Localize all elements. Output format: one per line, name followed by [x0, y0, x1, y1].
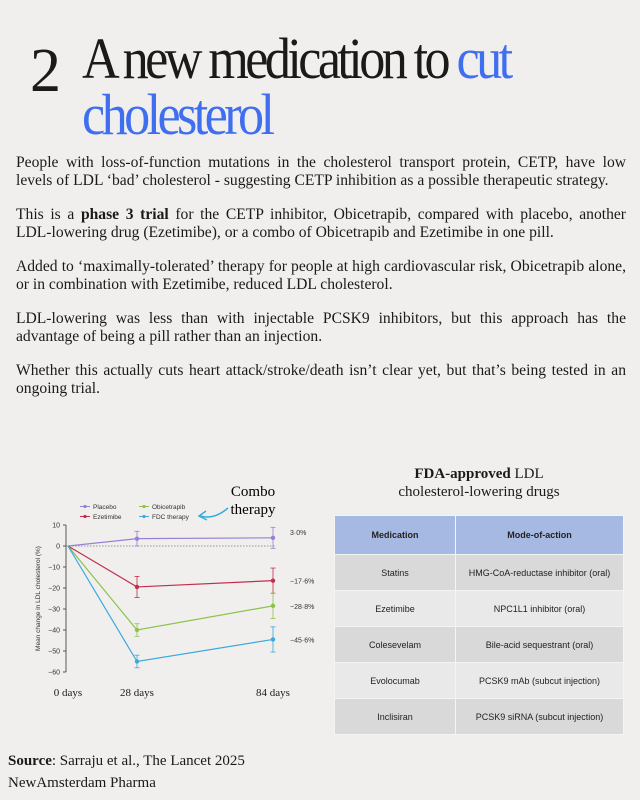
point-marker [135, 628, 139, 632]
cell-mode: HMG-CoA-reductase inhibitor (oral) [456, 555, 624, 591]
data-point [271, 627, 276, 652]
header-medication: Medication [335, 516, 456, 555]
x-tick-label: 84 days [256, 687, 290, 699]
page-title-line2: cholesterol [82, 82, 272, 147]
series-line-obicetrapib [68, 546, 273, 630]
y-axis-label: Mean change in LDL cholesterol (%) [35, 546, 42, 651]
series-line-ezetimibe [68, 546, 273, 587]
point-marker [135, 536, 139, 540]
p2-end: for the CETP inhibitor, Obicetrapib, compared with placebo, another LDL-lowering drug (Ezetimibe), or a combo of Obicetrapib and Ezetimibe in one pill. [16, 206, 626, 241]
footer [8, 750, 245, 794]
p2-start: This is a [16, 206, 81, 223]
end-value-label: −17·6% [290, 578, 315, 586]
y-tick-label: 10 [52, 522, 60, 530]
table-title [334, 465, 624, 501]
series-line-placebo [68, 538, 273, 546]
legend-label: Ezetimibe [93, 514, 122, 521]
chart-legend [80, 504, 190, 521]
table-title-line2: cholesterol-lowering drugs [398, 484, 560, 500]
ldl-chart [0, 478, 330, 728]
data-point [271, 527, 276, 548]
cell-medication: Colesevelam [335, 627, 456, 663]
annotation-line2: therapy [230, 502, 276, 518]
data-point [271, 568, 276, 593]
point-marker [271, 578, 275, 582]
point-marker [271, 637, 275, 641]
legend-label: Placebo [93, 504, 117, 511]
title-accent: cut [456, 26, 510, 91]
point-marker [271, 536, 275, 540]
page-title-line1 [82, 26, 510, 91]
section-number: 2 [30, 37, 61, 105]
legend-marker [83, 515, 86, 518]
p2-bold: phase 3 trial [80, 206, 169, 223]
cell-medication: Inclisiran [335, 699, 456, 735]
cell-mode: PCSK9 mAb (subcut injection) [456, 663, 624, 699]
paragraph-4: LDL-lowering was less than with injectable PCSK9 inhibitors, but this approach has the advantage of being a pill rather than an injection. [16, 310, 626, 345]
table-row [335, 591, 624, 627]
cell-medication: Ezetimibe [335, 591, 456, 627]
y-tick-label: −20 [48, 585, 60, 593]
point-marker [135, 659, 139, 663]
legend-item [80, 514, 122, 521]
y-tick-label: −50 [48, 648, 60, 656]
header-mode: Mode-of-action [456, 516, 624, 555]
legend-item [139, 514, 190, 521]
data-point [271, 593, 276, 618]
point-marker [271, 604, 275, 608]
data-point [135, 655, 140, 668]
legend-marker [142, 505, 145, 508]
table-title-rest: LDL [510, 466, 544, 482]
table-row [335, 699, 624, 735]
table-row [335, 627, 624, 663]
paragraph-5: Whether this actually cuts heart attack/stroke/death isn’t clear yet, but that’s being tested in an ongoing trial. [16, 362, 626, 397]
data-point [135, 624, 140, 637]
table-title-bold: FDA-approved [414, 466, 511, 482]
cell-medication: Evolocumab [335, 663, 456, 699]
end-value-label: −28·8% [290, 603, 315, 611]
cell-mode: Bile-acid sequestrant (oral) [456, 627, 624, 663]
table-row [335, 555, 624, 591]
point-marker [135, 585, 139, 589]
y-tick-label: −10 [48, 564, 60, 572]
cell-mode: PCSK9 siRNA (subcut injection) [456, 699, 624, 735]
end-value-label: −45·6% [290, 637, 315, 645]
legend-label: Obicetrapib [152, 504, 186, 511]
source-text: : Sarraju et al., The Lancet 2025 [51, 753, 245, 769]
paragraph-3: Added to ‘maximally-tolerated’ therapy for people at high cardiovascular risk, Obicetrapib alone, or in combination with Ezetimibe, reduced LDL cholesterol. [16, 258, 626, 293]
x-tick-label: 0 days [53, 687, 83, 699]
data-point [135, 531, 140, 546]
paragraph-1: People with loss-of-function mutations in the cholesterol transport protein, CETP, have low levels of LDL ‘bad’ cholesterol - suggesting CETP inhibition as a possible therapeutic strategy. [16, 154, 626, 189]
annotation-line1: Combo [230, 484, 276, 500]
table-row [335, 663, 624, 699]
data-point [135, 576, 140, 597]
legend-item [80, 504, 117, 511]
series-line-fdc-therapy [68, 546, 273, 662]
cell-medication: Statins [335, 555, 456, 591]
paragraph-2 [16, 206, 626, 242]
y-tick-label: −40 [48, 627, 60, 635]
y-tick-label: 0 [56, 543, 60, 551]
y-tick-label: −30 [48, 606, 60, 614]
cell-mode: NPC1L1 inhibitor (oral) [456, 591, 624, 627]
table-header-row [335, 516, 624, 555]
source-label: Source [8, 753, 52, 769]
annotation-arrowhead [199, 511, 207, 520]
article-body [16, 154, 626, 414]
legend-marker [142, 515, 145, 518]
title-prefix: A new medication to [82, 26, 448, 91]
drug-table [334, 515, 624, 735]
x-tick-label: 28 days [120, 687, 154, 699]
chart-series [68, 527, 314, 667]
legend-label: FDC therapy [152, 514, 189, 521]
y-tick-label: −60 [48, 669, 60, 677]
footer-line2: NewAmsterdam Pharma [8, 775, 156, 791]
legend-marker [83, 505, 86, 508]
end-value-label: 3·0% [290, 529, 307, 537]
legend-item [139, 504, 186, 511]
